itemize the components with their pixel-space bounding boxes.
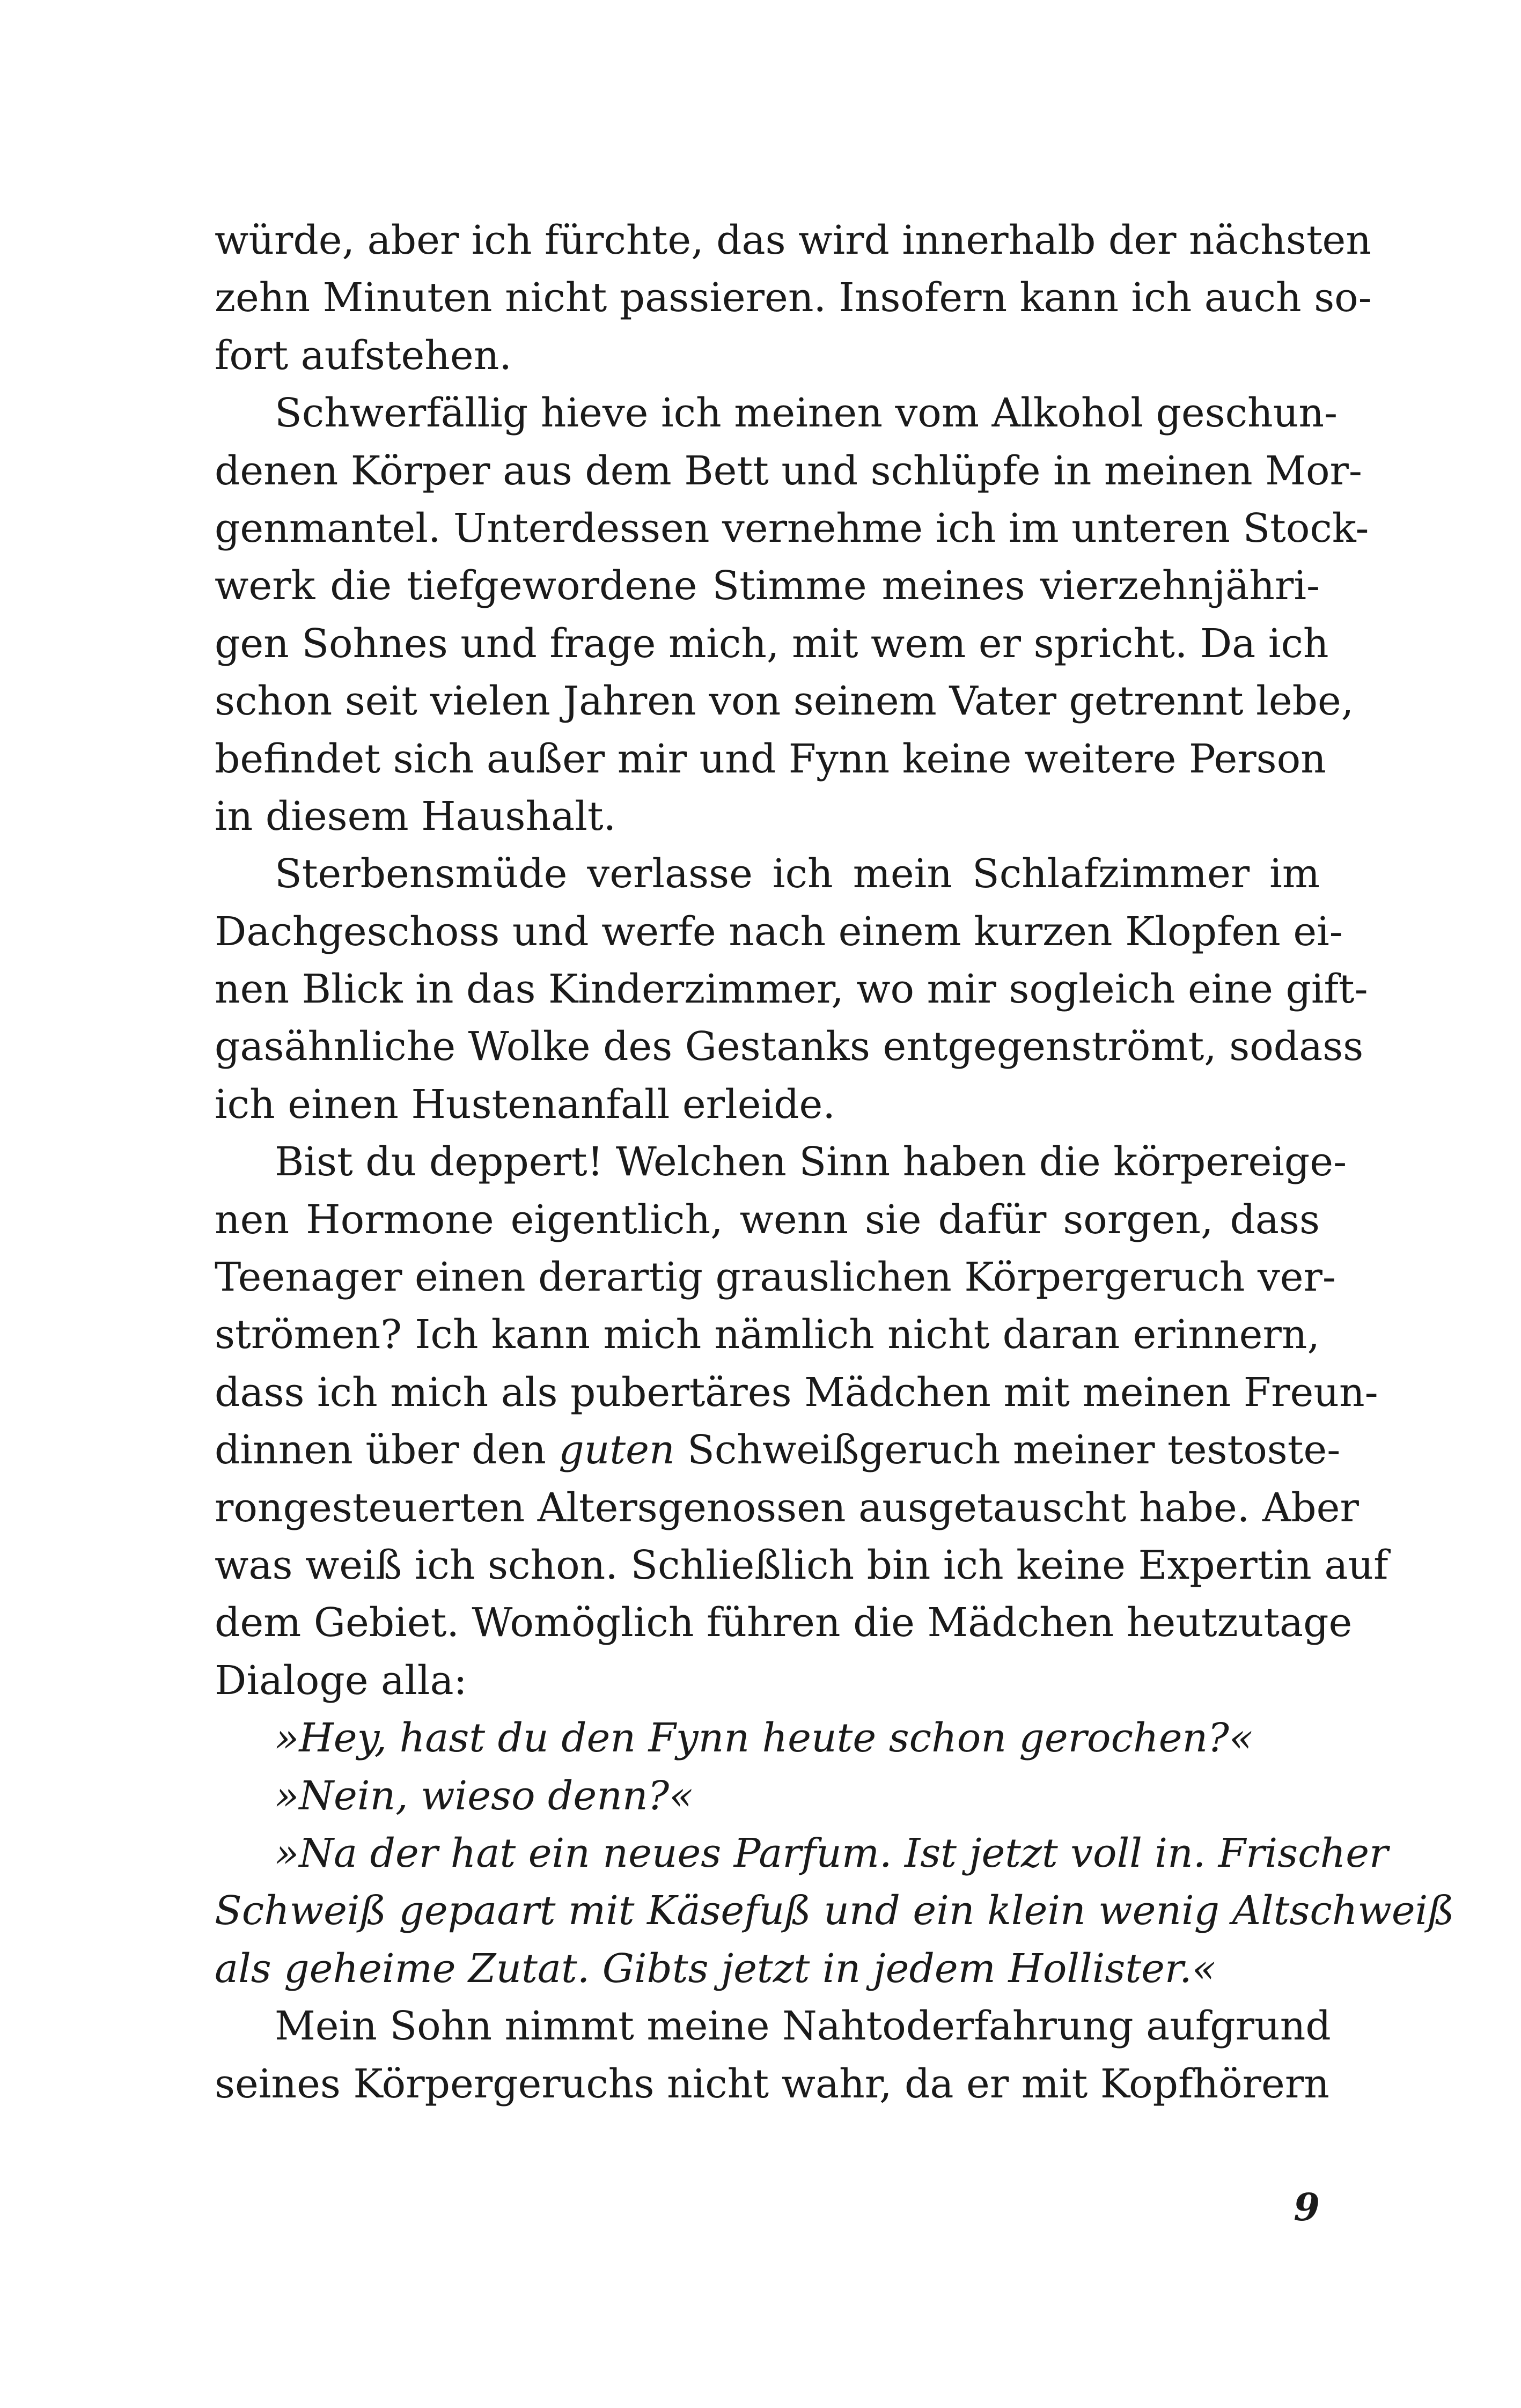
text-line: nen Blick in das Kinderzimmer, wo mir sogleich eine gift- [215,966,1368,1013]
text-segment: dinnen über den [215,1427,559,1474]
dialogue-line: »Na der hat ein neues Parfum. Ist jetzt voll in. Frischer [275,1830,1388,1876]
text-line: denen Körper aus dem Bett und schlüpfe in meinen Mor- [215,447,1362,494]
dialogue-line: Schweiß gepaart mit Käsefuß und ein klein wenig Altschweiß [215,1888,1454,1934]
text-line: gen Sohnes und frage mich, mit wem er spricht. Da ich [215,620,1329,667]
text-line: dem Gebiet. Womöglich führen die Mädchen heutzutage [215,1600,1353,1646]
text-line: schon seit vielen Jahren von seinem Vater getrennt lebe, [215,678,1354,725]
page-number: 9 [1294,2185,1320,2229]
text-line: fort aufstehen. [215,332,512,379]
text-line: Sterbensmüde verlasse ich mein Schlafzimmer im [275,851,1320,897]
text-line: befindet sich außer mir und Fynn keine weitere Person [215,735,1326,782]
text-segment: Schweißgeruch meiner testoste- [674,1427,1341,1474]
text-line: zehn Minuten nicht passieren. Insofern kann ich auch so- [215,275,1372,321]
body-text [215,212,1454,2113]
dialogue-line: als geheime Zutat. Gibts jetzt in jedem Hollister.« [215,1945,1216,1992]
text-line: Dialoge alla: [215,1657,467,1704]
text-line: in diesem Haushalt. [215,793,616,840]
text-line: Dachgeschoss und werfe nach einem kurzen Klopfen ei- [215,908,1343,955]
text-line: würde, aber ich fürchte, das wird innerhalb der nächsten [215,217,1372,263]
text-line: gasähnliche Wolke des Gestanks entgegenströmt, sodass [215,1023,1364,1070]
text-line: strömen? Ich kann mich nämlich nicht daran erinnern, [215,1312,1320,1358]
dialogue-line: »Nein, wieso denn?« [275,1772,694,1819]
text-line: seines Körpergeruchs nicht wahr, da er mit Kopfhörern [215,2060,1329,2107]
text-line: genmantel. Unterdessen vernehme ich im unteren Stock- [215,505,1369,551]
emphasized-word: guten [559,1427,675,1474]
text-line: Mein Sohn nimmt meine Nahtoderfahrung aufgrund [275,2003,1331,2050]
text-line: nen Hormone eigentlich, wenn sie dafür sorgen, dass [215,1196,1320,1243]
text-line: Bist du deppert! Welchen Sinn haben die körpereige- [275,1139,1347,1185]
text-line: was weiß ich schon. Schließlich bin ich keine Expertin auf [215,1542,1388,1588]
text-line: ich einen Hustenanfall erleide. [215,1081,835,1128]
text-line-with-emphasis [215,1422,1341,1479]
text-line: dass ich mich als pubertäres Mädchen mit meinen Freun- [215,1369,1378,1416]
text-line: rongesteuerten Altersgenossen ausgetauscht habe. Aber [215,1484,1359,1531]
dialogue-line: »Hey, hast du den Fynn heute schon gerochen?« [275,1715,1254,1762]
text-line: Teenager einen derartig grauslichen Körpergeruch ver- [215,1254,1336,1301]
text-line: werk die tiefgewordene Stimme meines vierzehnjähri- [215,563,1320,609]
text-line: Schwerfällig hieve ich meinen vom Alkohol geschun- [275,390,1338,437]
